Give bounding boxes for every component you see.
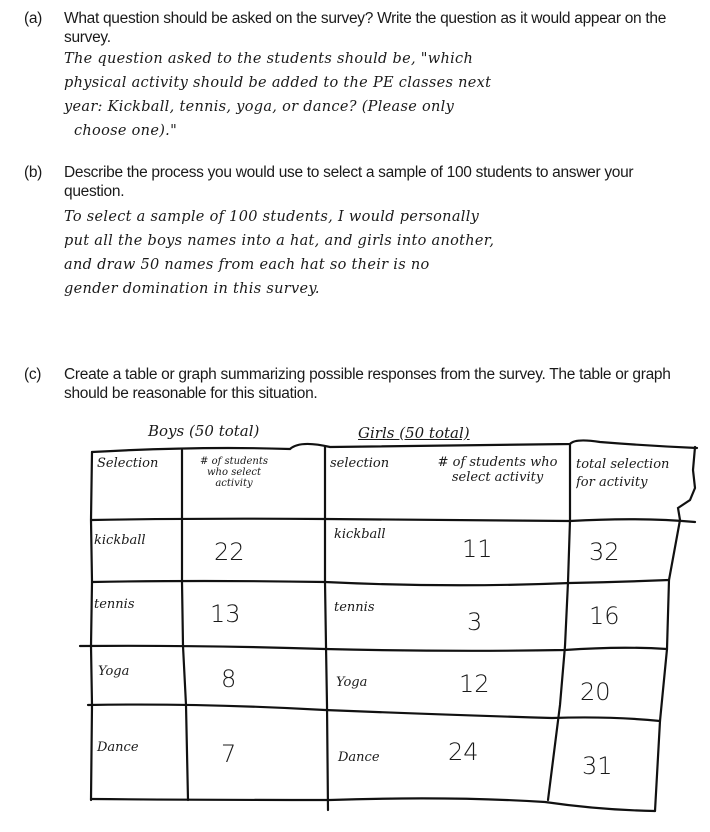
question-c-prompt: Create a table or graph summarizing possible responses from the survey. The table or graph should be reasonable for this situation. — [64, 366, 671, 402]
answer-a-line: physical activity should be added to the PE classes next — [64, 75, 492, 91]
answer-a-line: The question asked to the students should be, "which — [64, 51, 474, 67]
answer-a-line: year: Kickball, tennis, yoga, or dance? (Please only — [64, 99, 455, 115]
row-divider — [88, 705, 660, 721]
row-girls-activity: tennis — [334, 600, 375, 615]
row-total: 32 — [589, 538, 620, 566]
question-a-label: (a) — [24, 10, 43, 27]
column-divider — [91, 452, 92, 800]
header-boys-selection: Selection — [97, 456, 159, 471]
row-girls-count: 24 — [448, 738, 479, 766]
row-total: 20 — [580, 678, 611, 706]
question-c-label: (c) — [24, 366, 42, 383]
row-boys-count: 7 — [221, 740, 237, 768]
answer-b-line: and draw 50 names from each hat so their is no — [64, 257, 430, 273]
question-b-label: (b) — [24, 164, 43, 181]
row-girls-count: 11 — [462, 535, 493, 563]
row-boys-count: 8 — [221, 665, 237, 693]
column-divider — [548, 444, 570, 800]
row-boys-count: 13 — [210, 600, 241, 628]
answer-b-line: gender domination in this survey. — [64, 281, 320, 297]
question-b-prompt: Describe the process you would use to select a sample of 100 students to answer your question. — [64, 164, 634, 200]
row-girls-count: 3 — [467, 608, 483, 636]
row-girls-activity: Yoga — [336, 675, 368, 690]
header-girls-selection: selection — [330, 456, 390, 471]
header-girls-count: # of students who select activity — [437, 455, 558, 485]
row-girls-activity: kickball — [334, 527, 386, 542]
row-boys-count: 22 — [214, 538, 245, 566]
column-divider — [655, 447, 695, 811]
row-boys-activity: Yoga — [98, 664, 130, 679]
row-boys-activity: Dance — [97, 740, 139, 755]
header-boys-count: # of students who select activity — [200, 456, 268, 489]
column-divider — [182, 450, 188, 800]
row-total: 31 — [582, 752, 613, 780]
row-boys-activity: tennis — [94, 597, 135, 612]
row-divider — [80, 646, 667, 651]
answer-a-line: choose one)." — [74, 123, 178, 139]
question-a-prompt: What question should be asked on the survey? Write the question as it would appear on the survey. — [64, 10, 667, 46]
table-bottom-border — [91, 798, 655, 811]
header-total: total selection for activity — [576, 457, 670, 490]
answer-b-line: To select a sample of 100 students, I would personally — [64, 209, 480, 225]
girls-group-label: Girls (50 total) — [358, 424, 470, 442]
row-divider — [92, 580, 669, 585]
row-girls-activity: Dance — [338, 750, 380, 765]
column-divider — [325, 447, 328, 810]
answer-b-line: put all the boys names into a hat, and girls into another, — [64, 233, 495, 249]
boys-group-label: Boys (50 total) — [148, 422, 260, 440]
row-boys-activity: kickball — [94, 533, 146, 548]
row-girls-count: 12 — [459, 670, 490, 698]
row-total: 16 — [589, 602, 620, 630]
